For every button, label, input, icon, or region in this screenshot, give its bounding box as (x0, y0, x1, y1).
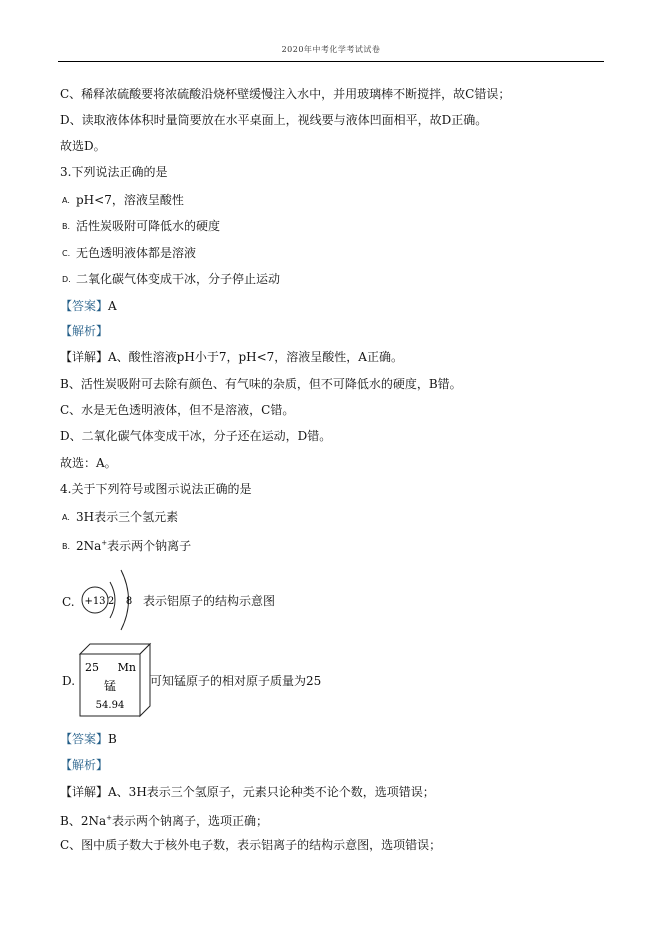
question-3: 3.下列说法正确的是 (60, 165, 168, 179)
answer-tag: 【答案】 (60, 299, 109, 313)
option-letter: D. (62, 674, 76, 688)
card-top-face (80, 644, 150, 654)
card-side-face (140, 644, 150, 716)
option-letter: B. (62, 542, 71, 551)
option-text: 3H表示三个氢元素 (76, 510, 179, 524)
detail-3 (60, 349, 403, 365)
detail-text-pre: B、2Na (60, 814, 107, 828)
option-3d (62, 271, 280, 288)
detail-text: A、酸性溶液pH小于7，pH<7，溶液呈酸性，A正确。 (108, 350, 403, 364)
analysis-4 (60, 757, 108, 773)
text-line: 故选：A。 (60, 456, 117, 470)
text-line: 故选D。 (60, 139, 106, 153)
option-4b (62, 535, 191, 555)
analysis-tag: 【解析】 (60, 758, 109, 772)
answer-4 (60, 731, 117, 747)
detail-text: A、3H表示三个氢原子，元素只论种类不论个数，选项错误； (108, 785, 435, 799)
option-3b (62, 218, 220, 235)
shell-1-electrons: 2 (107, 596, 115, 607)
answer-value: A (108, 299, 117, 313)
option-letter: A. (62, 513, 70, 522)
text-line: D、二氧化碳气体变成干冰，分子还在运动，D错。 (60, 429, 332, 443)
option-letter: C. (62, 249, 71, 258)
option-letter: D. (62, 275, 71, 284)
header-divider (58, 61, 604, 62)
option-3c (62, 245, 196, 262)
text-line: C、水是无色透明液体，但不是溶液，C错。 (60, 403, 295, 417)
question-4: 4.关于下列符号或图示说法正确的是 (60, 482, 252, 496)
option-text: 可知锰原子的相对原子质量为25 (150, 674, 322, 688)
analysis-3 (60, 323, 108, 339)
option-3a (62, 192, 184, 209)
detail-text-post: 表示两个钠离子，选项正确； (111, 814, 268, 828)
atomic-mass: 54.94 (95, 700, 125, 711)
option-text: 活性炭吸附可降低水的硬度 (76, 219, 221, 233)
option-text-pre: 2Na (76, 539, 102, 553)
detail-4 (60, 784, 435, 800)
option-4a (62, 509, 178, 526)
option-text-post: 表示两个钠离子 (107, 539, 192, 553)
option-letter: A. (62, 196, 70, 205)
option-text: 二氧化碳气体变成干冰，分子停止运动 (76, 272, 281, 286)
detail-tag: 【详解】 (60, 785, 109, 799)
element-symbol: Mn (117, 661, 136, 674)
option-text: pH<7，溶液呈酸性 (76, 193, 184, 207)
element-card (76, 640, 154, 720)
shell-2-electrons: 8 (125, 596, 133, 607)
answer-value: B (108, 732, 117, 746)
atom-structure-diagram (78, 566, 142, 632)
charge-superscript: + (101, 539, 108, 547)
text-line: B、活性炭吸附可去除有颜色、有气味的杂质，但不可降低水的硬度，B错。 (60, 377, 462, 391)
text-line: C、稀释浓硫酸要将浓硫酸沿烧杯壁缓慢注入水中，并用玻璃棒不断搅拌，故C错误； (60, 87, 511, 101)
text-line: C、图中质子数大于核外电子数，表示铝离子的结构示意图，选项错误； (60, 838, 442, 852)
text-line: D、读取液体体积时量筒要放在水平桌面上，视线要与液体凹面相平，故D正确。 (60, 113, 488, 127)
option-text: 表示铝原子的结构示意图 (143, 594, 276, 608)
answer-3 (60, 298, 117, 314)
atomic-number: 25 (85, 661, 99, 674)
option-letter: B. (62, 222, 71, 231)
element-name: 锰 (103, 679, 117, 693)
page-header: 2020年中考化学考试试卷 (281, 45, 381, 54)
charge-superscript: + (106, 814, 112, 822)
detail-tag: 【详解】 (60, 350, 109, 364)
option-letter: C. (62, 595, 75, 609)
option-text: 无色透明液体都是溶液 (76, 246, 197, 260)
nucleus-charge: +13 (84, 596, 106, 607)
answer-tag: 【答案】 (60, 732, 109, 746)
detail-4b (60, 810, 268, 829)
analysis-tag: 【解析】 (60, 324, 109, 338)
